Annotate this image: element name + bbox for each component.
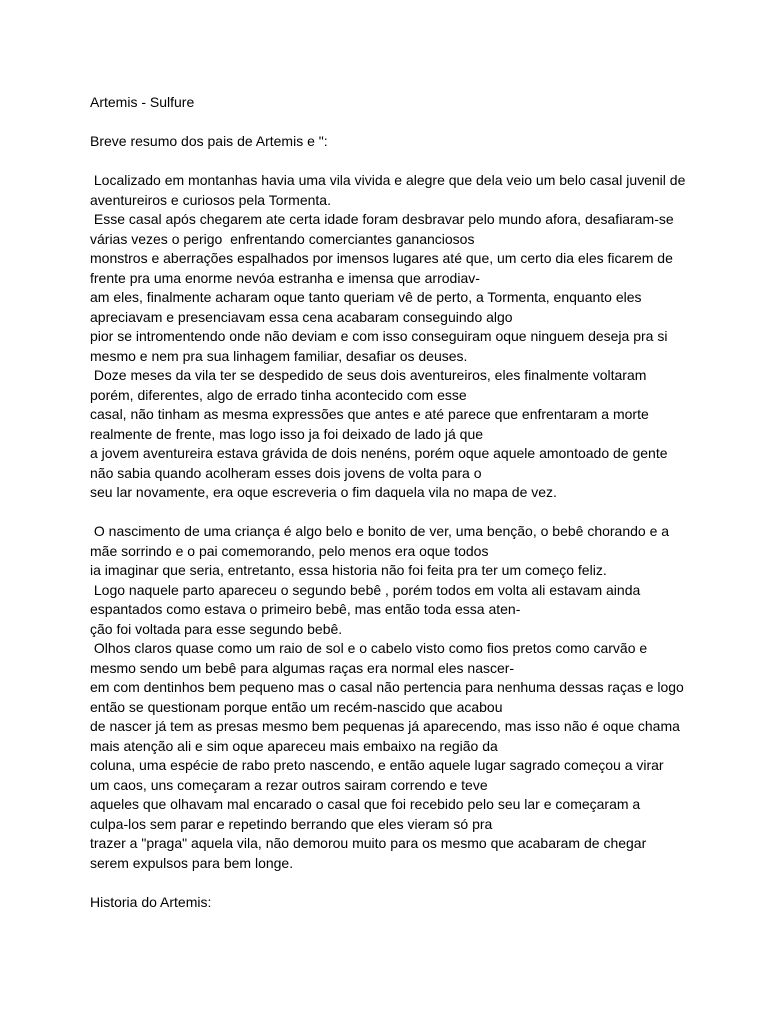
text-line: mãe sorrindo e o pai comemorando, pelo menos era oque todos	[90, 542, 489, 559]
text-line: aqueles que olhavam mal encarado o casal que foi recebido pelo seu lar e começaram a	[90, 796, 641, 812]
text-line: Doze meses da vila ter se despedido de seus dois aventureiros, eles finalmente voltaram	[90, 367, 647, 383]
blank-line	[90, 113, 708, 133]
blank-line	[90, 152, 708, 172]
text-line: em com dentinhos bem pequeno mas o casal não pertencia para nenhuma dessas raças e logo	[90, 679, 684, 695]
text-line: serem expulsos para bem longe.	[90, 854, 294, 871]
document-title: Artemis - Sulfure	[90, 94, 195, 110]
paragraph-birth-story	[90, 522, 708, 873]
text-line: porém, diferentes, algo de errado tinha acontecido com esse	[90, 386, 467, 403]
text-line: seu lar novamente, era oque escreveria o fim daquela vila no mapa de vez.	[90, 484, 557, 500]
summary-heading: Breve resumo dos pais de Artemis e ":	[90, 133, 328, 149]
text-line: monstros e aberrações espalhados por imensos lugares até que, um certo dia eles ficarem de	[90, 250, 673, 266]
text-line: um caos, uns começaram a rezar outros sairam correndo e teve	[90, 776, 488, 793]
text-line: de nascer já tem as presas mesmo bem pequenas já aparecendo, mas isso não é oque chama	[90, 718, 680, 734]
blank-line	[90, 873, 708, 893]
text-line: a jovem aventureira estava grávida de dois nenéns, porém oque aquele amontoado de gente	[90, 445, 668, 461]
text-line: mesmo sendo um bebê para algumas raças era normal eles nascer-	[90, 659, 515, 676]
text-line: Esse casal após chegarem ate certa idade foram desbravar pelo mundo afora, desafiaram-se	[90, 211, 674, 227]
text-line: mesmo e nem pra sua linhagem familiar, desafiar os deuses.	[90, 347, 468, 364]
text-line: Localizado em montanhas havia uma vila vivida e alegre que dela veio um belo casal juvenil de	[90, 172, 686, 188]
blank-line	[90, 503, 708, 523]
text-line: ção foi voltada para esse segundo bebê.	[90, 620, 343, 637]
text-line: Logo naquele parto apareceu o segundo bebê , porém todos em volta ali estavam ainda	[90, 581, 641, 598]
text-line: pior se intromentendo onde não deviam e com isso conseguiram oque ninguem deseja pra si	[90, 328, 668, 344]
text-line: mais atenção ali e sim oque apareceu mais embaixo na região da	[90, 737, 498, 754]
text-line: várias vezes o perigo enfrentando comerciantes gananciosos	[90, 230, 475, 247]
text-line: trazer a "praga" aquela vila, não demorou muito para os mesmo que acabaram de chegar	[90, 835, 647, 851]
text-line: Olhos claros quase como um raio de sol e o cabelo visto como fios pretos como carvão e	[90, 640, 648, 656]
text-line: então se questionam porque então um recém-nascido que acabou	[90, 698, 503, 715]
text-line: O nascimento de uma criança é algo belo e bonito de ver, uma benção, o bebê chorando e a	[90, 523, 670, 539]
text-line: am eles, finalmente acharam oque tanto queriam vê de perto, a Tormenta, enquanto eles	[90, 289, 642, 305]
text-line: espantados como estava o primeiro bebê, mas então toda essa aten-	[90, 601, 521, 617]
text-line: coluna, uma espécie de rabo preto nascendo, e então aquele lugar sagrado começou a virar	[90, 757, 664, 773]
text-line: culpa-los sem parar e repetindo berrando que eles vieram só pra	[90, 815, 493, 832]
text-line: frente pra uma enorme nevóa estranha e imensa que arrodiav-	[90, 269, 480, 286]
section-heading: Historia do Artemis:	[90, 893, 212, 910]
paragraph-parents-story	[90, 171, 708, 503]
text-line: casal, não tinham as mesma expressões que antes e até parece que enfrentaram a morte	[90, 406, 649, 422]
text-line: não sabia quando acolheram esses dois jovens de volta para o	[90, 464, 482, 481]
text-line: apreciavam e presenciavam essa cena acabaram conseguindo algo	[90, 308, 513, 325]
text-line: ia imaginar que seria, entretanto, essa historia não foi feita pra ter um começo feliz.	[90, 562, 607, 578]
text-line: aventureiros e curiosos pela Tormenta.	[90, 191, 331, 208]
text-line: realmente de frente, mas logo isso ja foi deixado de lado já que	[90, 425, 484, 442]
